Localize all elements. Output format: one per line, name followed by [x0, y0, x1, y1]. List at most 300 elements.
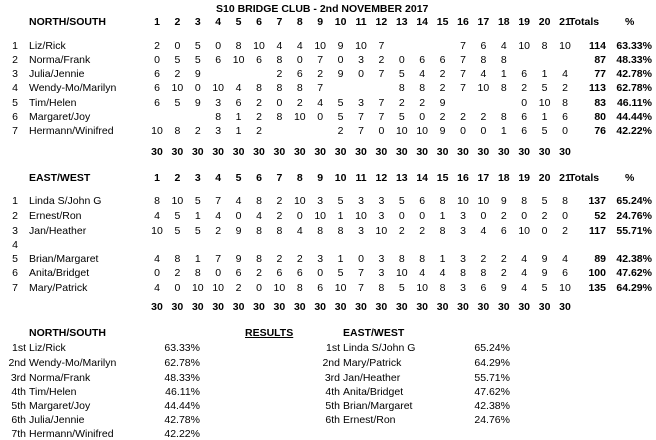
board-max-total: 30 [232, 146, 245, 158]
board-score: 2 [439, 111, 446, 123]
pair-number: 6 [12, 267, 18, 279]
pair-name: Wendy-Mo/Marilyn [29, 82, 117, 94]
pair-number: 1 [12, 40, 18, 52]
board-score: 10 [151, 225, 163, 237]
board-score: 10 [355, 210, 367, 222]
board-max-total: 30 [355, 301, 367, 313]
board-score: 0 [562, 210, 568, 222]
board-score: 2 [562, 225, 568, 237]
board-score: 8 [398, 253, 405, 265]
board-score: 2 [337, 125, 344, 137]
board-score: 6 [480, 282, 487, 294]
board-score: 6 [562, 111, 568, 123]
board-score: 4 [296, 225, 303, 237]
totals-header: Totals [569, 172, 600, 184]
board-score: 4 [500, 40, 507, 52]
result-percent: 24.76% [474, 414, 510, 426]
board-score: 4 [562, 253, 568, 265]
board-max-total: 30 [518, 146, 531, 158]
pair-total: 52 [594, 210, 606, 222]
result-percent: 48.33% [164, 372, 200, 384]
board-score: 5 [337, 111, 344, 123]
board-number-header: 8 [296, 16, 303, 28]
board-score: 7 [317, 54, 324, 66]
board-score: 2 [296, 253, 303, 265]
board-score: 8 [439, 195, 446, 207]
board-number-header: 19 [518, 16, 531, 28]
pair-total: 113 [589, 82, 606, 94]
result-pair-name: Julia/Jennie [29, 414, 85, 426]
pair-percent: 24.76% [616, 210, 652, 222]
result-pair-name: Jan/Heather [343, 372, 401, 384]
result-percent: 42.22% [164, 428, 200, 440]
board-score: 0 [521, 210, 528, 222]
board-max-total: 30 [416, 146, 429, 158]
board-score: 0 [398, 54, 405, 66]
board-score: 3 [215, 97, 222, 109]
board-number-header: 11 [355, 172, 367, 184]
result-pair-name: Wendy-Mo/Marilyn [29, 357, 117, 369]
board-score: 10 [334, 282, 347, 294]
board-score: 8 [419, 82, 426, 94]
board-score: 6 [215, 54, 222, 66]
totals-header: Totals [569, 16, 600, 28]
pair-number: 5 [12, 97, 18, 109]
pair-total: 137 [588, 195, 606, 207]
board-score: 8 [337, 225, 344, 237]
board-score: 8 [154, 195, 160, 207]
result-pair-name: Anita/Bridget [343, 386, 404, 398]
board-max-total: 30 [375, 146, 388, 158]
board-score: 3 [358, 225, 364, 237]
board-score: 0 [154, 267, 160, 279]
board-score: 3 [378, 210, 385, 222]
board-max-total: 30 [538, 301, 551, 313]
board-score: 4 [439, 267, 446, 279]
result-rank: 5th [325, 400, 340, 412]
board-max-total: 30 [416, 301, 429, 313]
board-score: 0 [235, 210, 242, 222]
board-max-total: 30 [171, 301, 184, 313]
board-score: 3 [317, 195, 324, 207]
board-score: 5 [541, 82, 548, 94]
board-score: 4 [154, 282, 160, 294]
board-score: 2 [276, 253, 283, 265]
pair-name: Tim/Helen [29, 97, 77, 109]
pair-percent: 55.71% [616, 225, 652, 237]
board-score: 1 [541, 68, 548, 80]
board-score: 4 [317, 97, 324, 109]
board-score: 2 [276, 68, 283, 80]
board-max-total: 30 [334, 301, 347, 313]
board-score: 8 [521, 195, 528, 207]
board-score: 8 [378, 282, 385, 294]
board-score: 0 [480, 210, 487, 222]
board-score: 0 [480, 125, 487, 137]
board-score: 2 [276, 195, 283, 207]
board-number-header: 6 [256, 172, 262, 184]
board-score: 3 [460, 225, 466, 237]
board-score: 2 [256, 97, 262, 109]
board-max-total: 30 [232, 301, 245, 313]
board-number-header: 14 [416, 16, 429, 28]
result-percent: 65.24% [474, 342, 510, 354]
board-number-header: 14 [416, 172, 429, 184]
board-number-header: 16 [457, 172, 469, 184]
board-score: 2 [256, 111, 262, 123]
board-score: 8 [480, 267, 487, 279]
board-score: 7 [215, 253, 222, 265]
board-score: 5 [194, 40, 201, 52]
board-score: 3 [460, 253, 466, 265]
board-score: 8 [317, 225, 324, 237]
board-score: 0 [419, 210, 426, 222]
board-score: 9 [439, 125, 446, 137]
board-number-header: 2 [174, 172, 181, 184]
result-percent: 63.33% [164, 342, 200, 354]
board-number-header: 16 [457, 16, 469, 28]
result-pair-name: Norma/Frank [29, 372, 91, 384]
board-score: 4 [296, 40, 303, 52]
board-score: 7 [460, 40, 466, 52]
pair-total: 117 [589, 225, 606, 237]
pair-name: Hermann/Winifred [29, 125, 114, 137]
pair-number: 2 [12, 210, 18, 222]
board-score: 6 [235, 267, 242, 279]
board-score: 10 [191, 282, 204, 294]
board-score: 1 [500, 125, 507, 137]
board-score: 2 [541, 210, 548, 222]
board-max-total: 30 [395, 146, 408, 158]
board-max-total: 30 [253, 301, 265, 313]
board-number-header: 12 [375, 172, 388, 184]
percent-header: % [625, 16, 635, 28]
board-score: 6 [480, 40, 487, 52]
board-score: 2 [215, 225, 222, 237]
board-score: 9 [194, 97, 201, 109]
board-score: 1 [439, 253, 446, 265]
board-score: 8 [562, 97, 568, 109]
result-pair-name: Margaret/Joy [29, 400, 91, 412]
board-score: 2 [419, 225, 426, 237]
board-number-header: 9 [317, 16, 324, 28]
board-score: 5 [194, 54, 201, 66]
pair-number: 3 [12, 68, 18, 80]
board-score: 5 [398, 282, 405, 294]
board-score: 0 [337, 54, 344, 66]
board-score: 10 [212, 82, 225, 94]
board-number-header: 7 [276, 16, 283, 28]
result-pair-name: Tim/Helen [29, 386, 77, 398]
board-number-header: 13 [395, 16, 408, 28]
board-score: 8 [439, 225, 446, 237]
board-number-header: 1 [154, 16, 160, 28]
board-max-total: 30 [273, 146, 286, 158]
board-score: 9 [235, 225, 242, 237]
board-max-total: 30 [477, 301, 490, 313]
board-score: 0 [358, 253, 364, 265]
board-max-total: 30 [518, 301, 531, 313]
board-score: 4 [480, 68, 487, 80]
results-ew-heading: EAST/WEST [343, 327, 405, 339]
board-score: 0 [194, 82, 201, 94]
pair-total: 80 [594, 111, 606, 123]
board-score: 4 [256, 210, 262, 222]
board-score: 1 [337, 210, 344, 222]
board-score: 9 [194, 68, 201, 80]
board-score: 8 [235, 40, 242, 52]
board-score: 1 [541, 111, 548, 123]
board-score: 8 [256, 225, 262, 237]
board-score: 7 [378, 111, 385, 123]
board-score: 0 [521, 97, 528, 109]
board-score: 2 [174, 68, 181, 80]
board-score: 6 [256, 54, 262, 66]
board-number-header: 8 [296, 172, 303, 184]
board-max-total: 30 [293, 146, 306, 158]
board-score: 8 [276, 54, 283, 66]
board-score: 5 [398, 68, 405, 80]
pair-name: Margaret/Joy [29, 111, 91, 123]
board-score: 2 [439, 68, 446, 80]
board-score: 5 [398, 111, 405, 123]
board-score: 10 [416, 125, 429, 137]
board-score: 9 [541, 253, 548, 265]
pair-number: 3 [12, 225, 18, 237]
board-score: 8 [174, 125, 181, 137]
board-score: 8 [439, 282, 446, 294]
board-score: 2 [174, 267, 181, 279]
pair-name: Ernest/Ron [29, 210, 82, 222]
board-score: 6 [419, 54, 426, 66]
result-percent: 44.44% [164, 400, 200, 412]
board-number-header: 11 [355, 16, 367, 28]
pair-percent: 63.33% [616, 40, 652, 52]
result-rank: 6th [325, 414, 340, 426]
board-score: 4 [419, 68, 426, 80]
board-score: 2 [480, 111, 487, 123]
board-score: 5 [174, 54, 181, 66]
board-number-header: 18 [497, 16, 510, 28]
board-max-total: 30 [212, 146, 225, 158]
board-number-header: 4 [215, 172, 222, 184]
board-score: 10 [355, 40, 367, 52]
board-score: 9 [500, 195, 507, 207]
board-score: 3 [358, 54, 364, 66]
section-heading: EAST/WEST [29, 172, 91, 184]
board-score: 2 [439, 82, 446, 94]
board-score: 2 [521, 82, 528, 94]
result-rank: 1st [11, 342, 26, 354]
board-score: 2 [398, 225, 405, 237]
board-score: 9 [337, 40, 344, 52]
board-score: 0 [378, 125, 385, 137]
pair-percent: 65.24% [616, 195, 652, 207]
result-rank: 3rd [324, 372, 340, 384]
board-score: 6 [276, 267, 283, 279]
board-score: 4 [154, 253, 160, 265]
result-pair-name: Ernest/Ron [343, 414, 396, 426]
board-number-header: 21 [559, 16, 571, 28]
board-score: 2 [419, 97, 426, 109]
board-score: 3 [378, 195, 385, 207]
pair-number: 7 [12, 125, 18, 137]
board-score: 0 [562, 125, 568, 137]
board-score: 10 [314, 40, 327, 52]
board-max-total: 30 [477, 146, 490, 158]
board-score: 1 [439, 210, 446, 222]
board-score: 2 [378, 54, 385, 66]
board-score: 3 [378, 267, 385, 279]
board-number-header: 2 [174, 16, 181, 28]
board-max-total: 30 [191, 146, 204, 158]
board-score: 2 [235, 282, 242, 294]
board-number-header: 18 [497, 172, 510, 184]
board-score: 5 [337, 267, 344, 279]
board-score: 8 [296, 282, 303, 294]
result-pair-name: Hermann/Winifred [29, 428, 114, 440]
results-ns-heading: NORTH/SOUTH [29, 327, 106, 339]
board-score: 9 [439, 97, 446, 109]
board-score: 6 [521, 68, 528, 80]
result-rank: 4th [11, 386, 26, 398]
board-max-total: 30 [457, 301, 469, 313]
board-number-header: 5 [235, 16, 242, 28]
board-score: 10 [457, 195, 469, 207]
result-percent: 55.71% [474, 372, 510, 384]
board-score: 6 [317, 282, 324, 294]
board-max-total: 30 [436, 301, 449, 313]
board-score: 3 [215, 125, 222, 137]
board-number-header: 5 [235, 172, 242, 184]
pair-name: Brian/Margaret [29, 253, 99, 265]
pair-percent: 62.78% [616, 82, 652, 94]
board-score: 2 [154, 40, 160, 52]
pair-percent: 46.11% [616, 97, 652, 109]
pair-total: 135 [588, 282, 606, 294]
board-score: 1 [194, 253, 201, 265]
board-score: 0 [358, 68, 364, 80]
board-score: 8 [500, 111, 507, 123]
pair-number: 7 [12, 282, 18, 294]
board-score: 7 [358, 111, 364, 123]
board-number-header: 15 [436, 172, 449, 184]
board-max-total: 30 [314, 146, 327, 158]
board-score: 4 [276, 40, 283, 52]
board-score: 0 [419, 111, 426, 123]
board-score: 8 [276, 82, 283, 94]
board-score: 10 [477, 82, 490, 94]
pair-number: 2 [12, 54, 18, 66]
board-number-header: 6 [256, 16, 262, 28]
result-percent: 62.78% [164, 357, 200, 369]
board-score: 2 [276, 210, 283, 222]
board-number-header: 15 [436, 16, 449, 28]
board-score: 5 [337, 97, 344, 109]
result-pair-name: Brian/Margaret [343, 400, 413, 412]
result-percent: 42.78% [164, 414, 200, 426]
board-score: 10 [232, 54, 245, 66]
board-score: 10 [559, 40, 571, 52]
board-score: 2 [194, 125, 201, 137]
pair-percent: 48.33% [616, 54, 652, 66]
result-rank: 3rd [10, 372, 26, 384]
pair-name: Anita/Bridget [29, 267, 90, 279]
board-score: 8 [174, 253, 181, 265]
pair-total: 77 [594, 68, 606, 80]
board-score: 8 [276, 225, 283, 237]
board-score: 4 [562, 68, 568, 80]
pair-percent: 47.62% [616, 267, 652, 279]
board-score: 5 [174, 97, 181, 109]
board-score: 6 [521, 125, 528, 137]
board-score: 0 [398, 210, 405, 222]
board-max-total: 30 [395, 301, 408, 313]
board-score: 6 [154, 97, 160, 109]
board-score: 5 [337, 195, 344, 207]
board-score: 8 [215, 111, 222, 123]
board-max-total: 30 [375, 301, 388, 313]
board-score: 2 [296, 97, 303, 109]
board-score: 2 [480, 253, 487, 265]
result-rank: 6th [11, 414, 26, 426]
board-score: 10 [293, 195, 306, 207]
pair-total: 87 [594, 54, 606, 66]
board-score: 5 [541, 125, 548, 137]
board-max-total: 30 [293, 301, 306, 313]
board-score: 4 [235, 195, 242, 207]
pair-percent: 42.22% [616, 125, 652, 137]
board-score: 10 [375, 225, 388, 237]
board-number-header: 3 [194, 16, 201, 28]
board-score: 8 [500, 82, 507, 94]
page-title: S10 BRIDGE CLUB - 2nd NOVEMBER 2017 [216, 3, 429, 15]
board-score: 8 [256, 253, 262, 265]
board-score: 7 [378, 68, 385, 80]
board-score: 2 [256, 125, 262, 137]
board-score: 0 [276, 97, 283, 109]
board-score: 5 [194, 225, 201, 237]
board-score: 6 [154, 82, 160, 94]
board-score: 6 [296, 68, 303, 80]
board-score: 9 [235, 253, 242, 265]
board-score: 5 [174, 225, 181, 237]
pair-name: Jan/Heather [29, 225, 87, 237]
board-score: 10 [395, 125, 408, 137]
board-score: 0 [256, 282, 262, 294]
board-score: 5 [398, 195, 405, 207]
board-score: 8 [480, 54, 487, 66]
board-score: 0 [154, 54, 160, 66]
board-max-total: 30 [355, 146, 367, 158]
board-score: 3 [358, 97, 364, 109]
pair-number: 4 [12, 239, 18, 251]
board-score: 1 [235, 111, 242, 123]
board-score: 3 [378, 253, 385, 265]
board-score: 2 [317, 68, 324, 80]
result-pair-name: Linda S/John G [343, 342, 416, 354]
result-percent: 47.62% [474, 386, 510, 398]
board-score: 2 [398, 97, 405, 109]
board-score: 1 [500, 68, 507, 80]
pair-total: 76 [594, 125, 606, 137]
board-number-header: 10 [334, 172, 347, 184]
board-score: 2 [460, 111, 466, 123]
board-score: 2 [256, 267, 262, 279]
board-number-header: 19 [518, 172, 531, 184]
board-score: 4 [215, 210, 222, 222]
board-score: 6 [521, 111, 528, 123]
